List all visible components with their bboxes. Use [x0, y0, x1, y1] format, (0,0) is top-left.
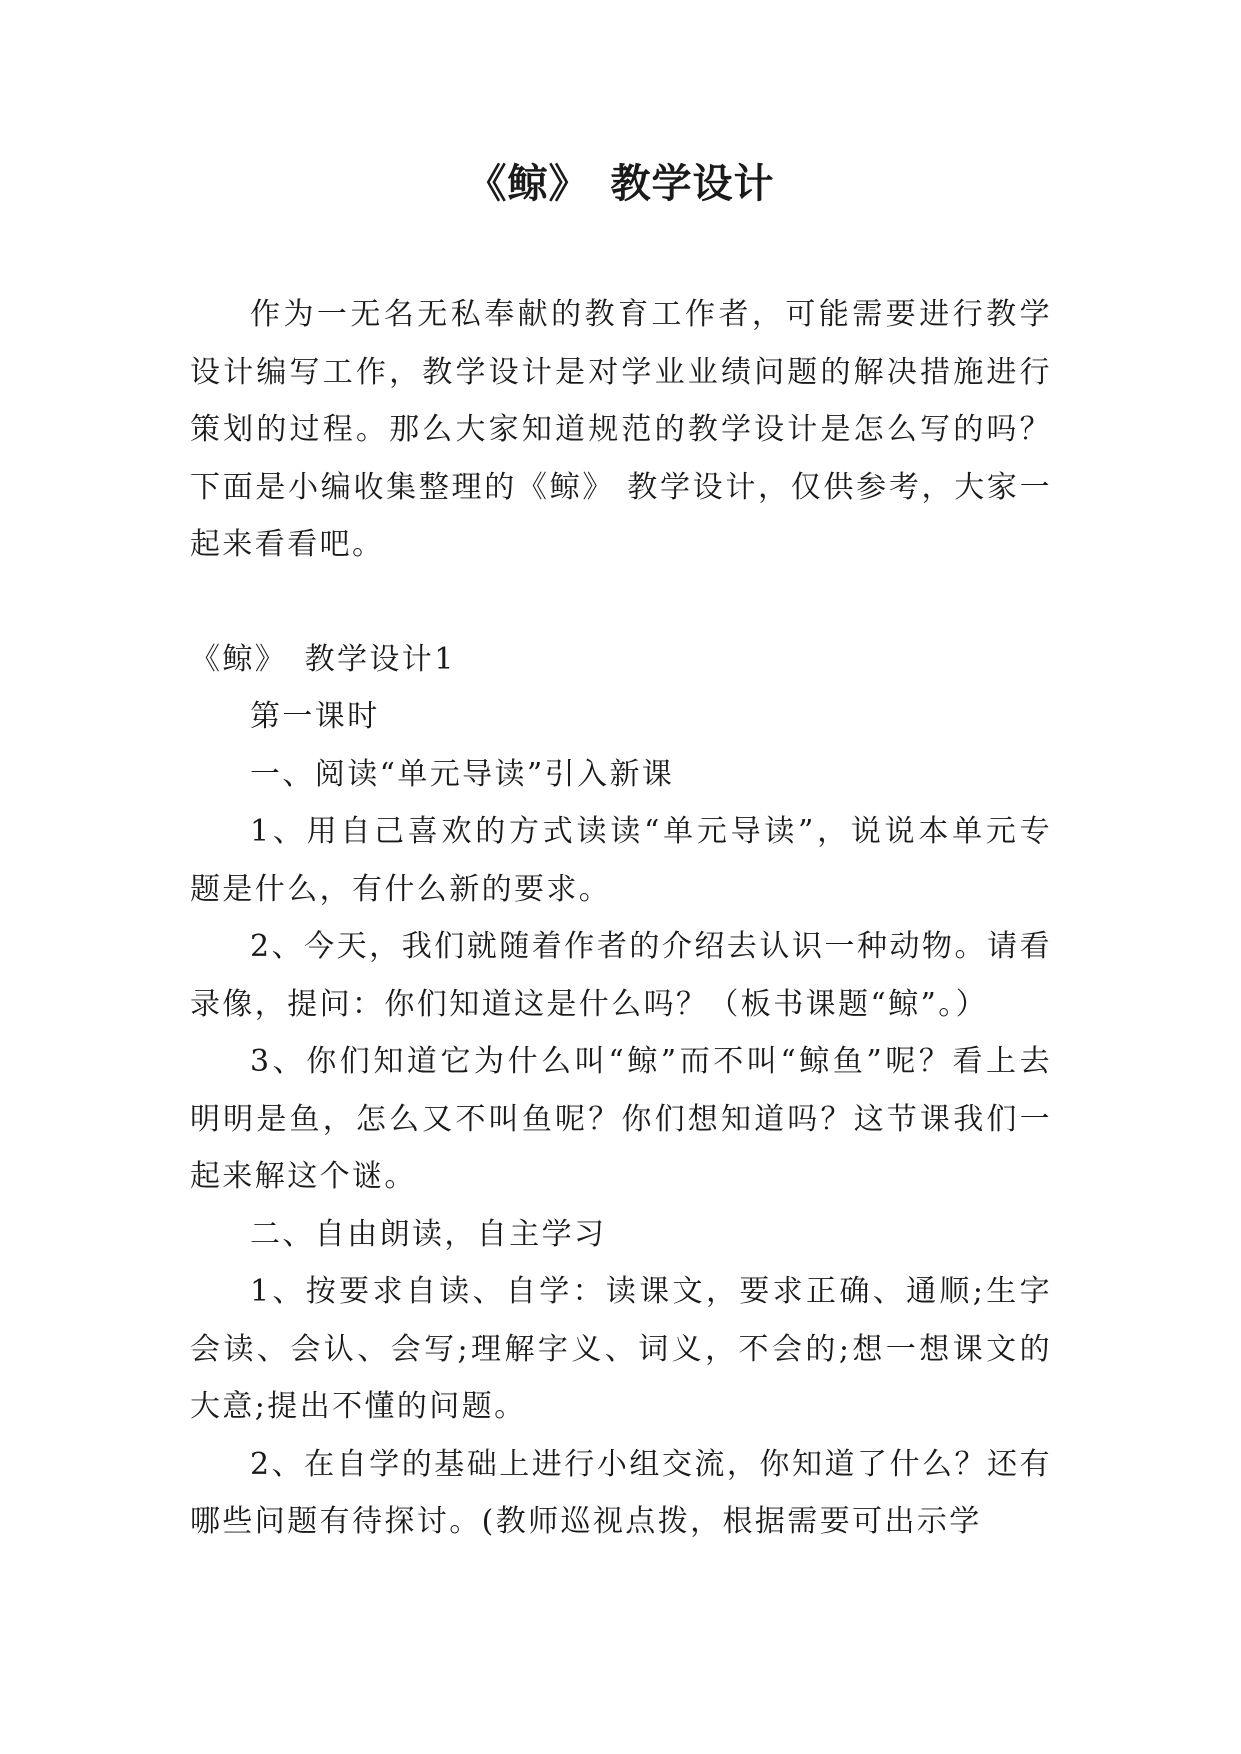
- section-spacer: [190, 574, 1052, 631]
- body-paragraph: 1、按要求自读、自学：读课文，要求正确、通顺;生字会读、会认、会写;理解字义、词义，不会的;想一想课文的大意;提出不懂的问题。: [190, 1274, 1052, 1424]
- intro-paragraph: 作为一无名无私奉献的教育工作者，可能需要进行教学设计编写工作，教学设计是对学业业绩问题的解决措施进行策划的过程。那么大家知道规范的教学设计是怎么写的吗？下面是小编收集整理的《鲸》 教学设计，仅供参考，大家一起来看看吧。: [190, 297, 1052, 562]
- lesson-period: 第一课时: [250, 699, 380, 734]
- body-paragraph: 2、今天，我们就随着作者的介绍去认识一种动物。请看录像，提问：你们知道这是什么吗？（板书课题“鲸”。）: [190, 929, 1052, 1022]
- document-body: [190, 286, 1052, 1551]
- step-heading: 一、阅读“单元导读”引入新课: [250, 756, 675, 792]
- document-title: 《鲸》 教学设计: [466, 160, 775, 207]
- section-heading: 《鲸》 教学设计1: [190, 641, 456, 677]
- body-paragraph: 1、用自己喜欢的方式读读“单元导读”，说说本单元专题是什么，有什么新的要求。: [190, 814, 1052, 907]
- step-heading: 二、自由朗读，自主学习: [250, 1216, 607, 1252]
- body-paragraph: 3、你们知道它为什么叫“鲸”而不叫“鲸鱼”呢？看上去明明是鱼，怎么又不叫鱼呢？你们想知道吗？这节课我们一起来解这个谜。: [190, 1044, 1052, 1194]
- body-paragraph: 2、在自学的基础上进行小组交流，你知道了什么？还有哪些问题有待探讨。(教师巡视点拨，根据需要可出示学: [190, 1446, 1052, 1539]
